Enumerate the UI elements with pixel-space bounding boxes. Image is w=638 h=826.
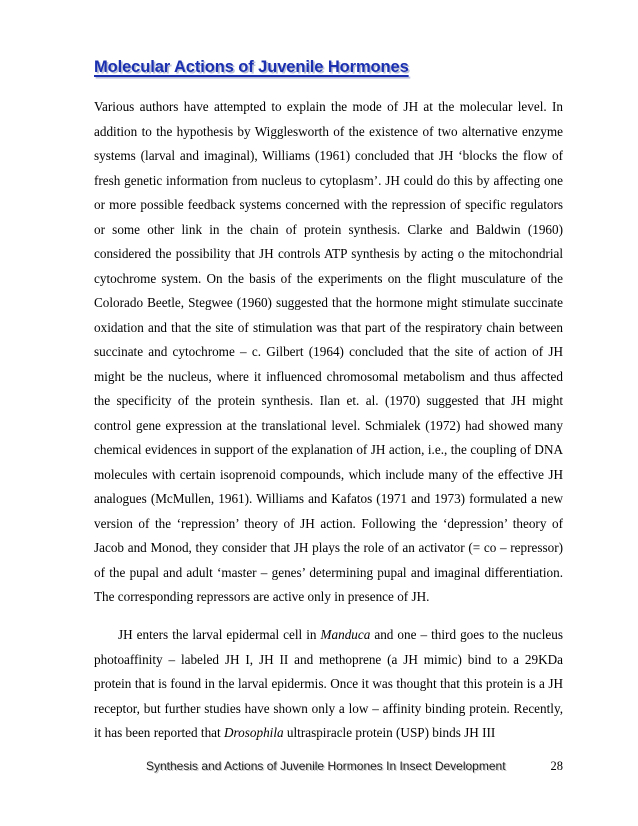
section-heading: Molecular Actions of Juvenile Hormones: [94, 58, 409, 76]
species-name-manduca: Manduca: [320, 627, 371, 642]
paragraph-2-text-3: ultraspiracle protein (USP) binds JH III: [283, 725, 496, 740]
page-footer: [94, 759, 563, 777]
paragraph-2-text-2: and one – third goes to the nucleus photoaffinity – labeled JH I, JH II and methoprene (a JH mimic) bind to a 29KDa protein that is found in the larval epidermis. Once it was thought that this protein is a JH receptor, but further studies have shown only a low – affinity binding protein. Recently, it has been reported that: [94, 627, 563, 740]
page-number: 28: [550, 759, 563, 773]
paragraph-2-text-1: JH enters the larval epidermal cell in: [118, 627, 321, 642]
species-name-drosophila: Drosophila: [224, 725, 284, 740]
body-paragraph-1: Various authors have attempted to explain the mode of JH at the molecular level. In addition to the hypothesis by Wigglesworth of the existence of two alternative enzyme systems (larval and imaginal), Williams (1961) concluded that JH ‘blocks the flow of fresh genetic information from nucleus to cytoplasm’. JH could do this by affecting one or more possible feedback systems concerned with the repression of specific regulators or some other link in the chain of protein synthesis. Clarke and Baldwin (1960) considered the possibility that JH controls ATP synthesis by acting o the mitochondrial cytochrome system. On the basis of the experiments on the flight musculature of the Colorado Beetle, Stegwee (1960) suggested that the hormone might stimulate succinate oxidation and that the site of stimulation was that part of the respiratory chain between succinate and cytochrome – c. Gilbert (1964) concluded that the site of action of JH might be the nucleus, where it influenced chromosomal metabolism and thus affected the specificity of the protein synthesis. Ilan et. al. (1970) suggested that JH might control gene expression at the translational level. Schmialek (1972) had showed many chemical evidences in support of the explanation of JH action, i.e., the coupling of DNA molecules with certain isoprenoid compounds, which include many of the effective JH analogues (McMullen, 1961). Williams and Kafatos (1971 and 1973) formulated a new version of the ‘repression’ theory of JH action. Following the ‘depression’ theory of Jacob and Monod, they consider that JH plays the role of an activator (= co – repressor) of the pupal and adult ‘master – genes’ determining pupal and imaginal differentiation. The corresponding repressors are active only in presence of JH.: [94, 99, 563, 604]
footer-running-title: Synthesis and Actions of Juvenile Hormones In Insect Development: [146, 759, 506, 773]
body-paragraph-2: [94, 623, 563, 746]
